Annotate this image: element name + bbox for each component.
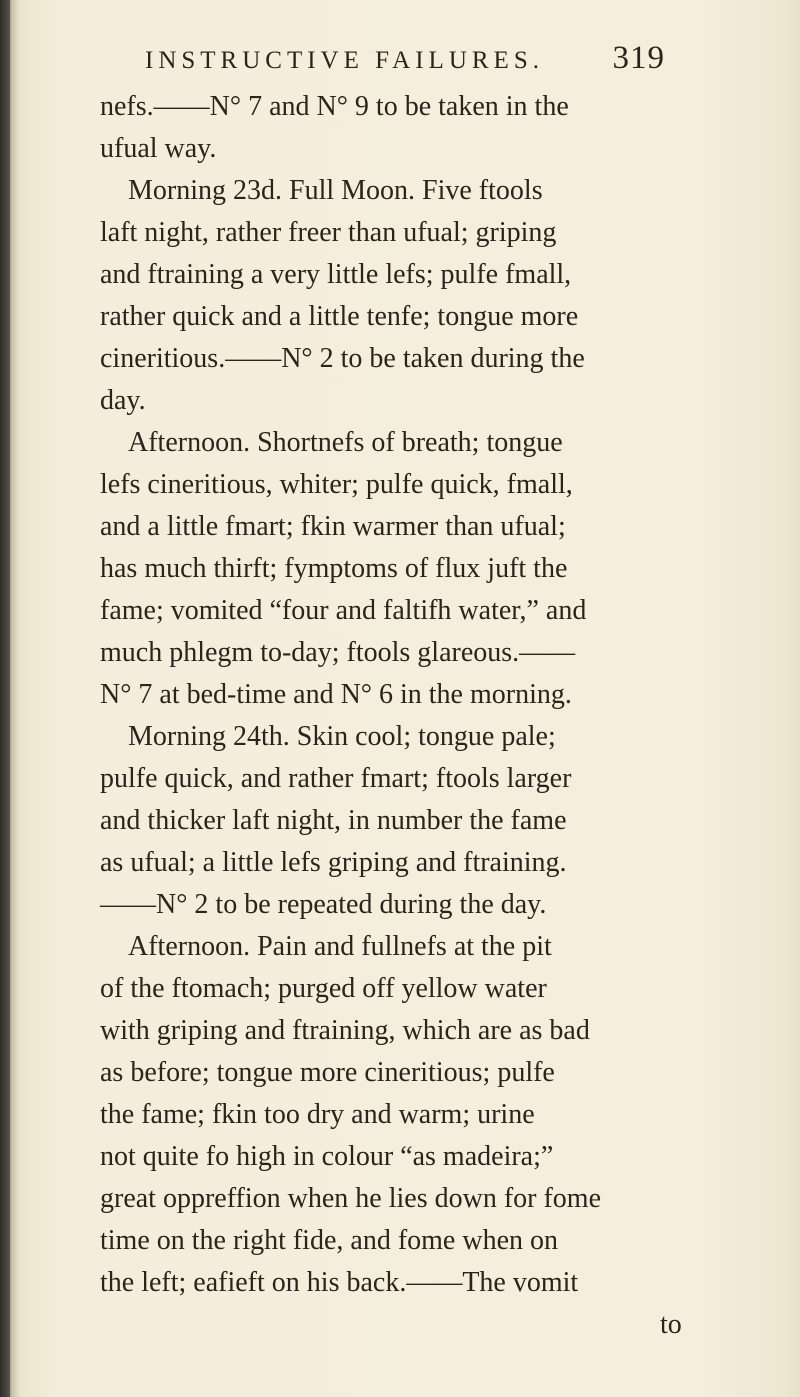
page-number: 319	[612, 40, 665, 76]
text-line: as ufual; a little lefs griping and ftraining.	[100, 847, 567, 878]
text-line: has much thirft; fymptoms of flux juft the	[100, 553, 568, 584]
text-line: ——N° 2 to be repeated during the day.	[100, 889, 547, 920]
binding-gutter	[0, 0, 10, 1397]
text-line: pulfe quick, and rather fmart; ftools larger	[100, 763, 572, 794]
text-line: as before; tongue more cineritious; pulfe	[100, 1057, 555, 1088]
text-line: Afternoon. Pain and fullnefs at the pit	[128, 931, 552, 962]
text-line: and ftraining a very little lefs; pulfe fmall,	[100, 259, 572, 290]
text-line: and a little fmart; fkin warmer than ufual;	[100, 511, 566, 542]
running-head-title: INSTRUCTIVE FAILURES.	[145, 47, 544, 74]
text-line: of the ftomach; purged off yellow water	[100, 973, 547, 1004]
text-line: ufual way.	[100, 133, 217, 164]
text-line: nefs.——N° 7 and N° 9 to be taken in the	[100, 91, 569, 122]
text-line: Afternoon. Shortnefs of breath; tongue	[128, 427, 563, 458]
text-line: cineritious.——N° 2 to be taken during the	[100, 343, 585, 374]
text-line: rather quick and a little tenfe; tongue more	[100, 301, 579, 332]
text-line: much phlegm to-day; ftools glareous.——	[100, 637, 576, 668]
text-line: lefs cineritious, whiter; pulfe quick, fmall,	[100, 469, 573, 500]
text-line: with griping and ftraining, which are as bad	[100, 1015, 590, 1046]
text-line: day.	[100, 385, 146, 416]
running-head	[145, 40, 665, 90]
text-line: and thicker laft night, in number the fame	[100, 805, 567, 836]
text-line: the left; eafieft on his back.——The vomit	[100, 1267, 579, 1298]
text-line: Morning 23d. Full Moon. Five ftools	[128, 175, 543, 206]
catchword: to	[660, 1309, 682, 1340]
text-line: Morning 24th. Skin cool; tongue pale;	[128, 721, 556, 752]
text-line: the fame; fkin too dry and warm; urine	[100, 1099, 535, 1130]
text-line: time on the right fide, and fome when on	[100, 1225, 558, 1256]
text-line: laft night, rather freer than ufual; griping	[100, 217, 557, 248]
text-line: not quite fo high in colour “as madeira;”	[100, 1141, 554, 1172]
text-line: fame; vomited “four and faltifh water,” and	[100, 595, 587, 626]
text-line: great oppreffion when he lies down for fome	[100, 1183, 601, 1214]
text-line: N° 7 at bed-time and N° 6 in the morning.	[100, 679, 572, 710]
